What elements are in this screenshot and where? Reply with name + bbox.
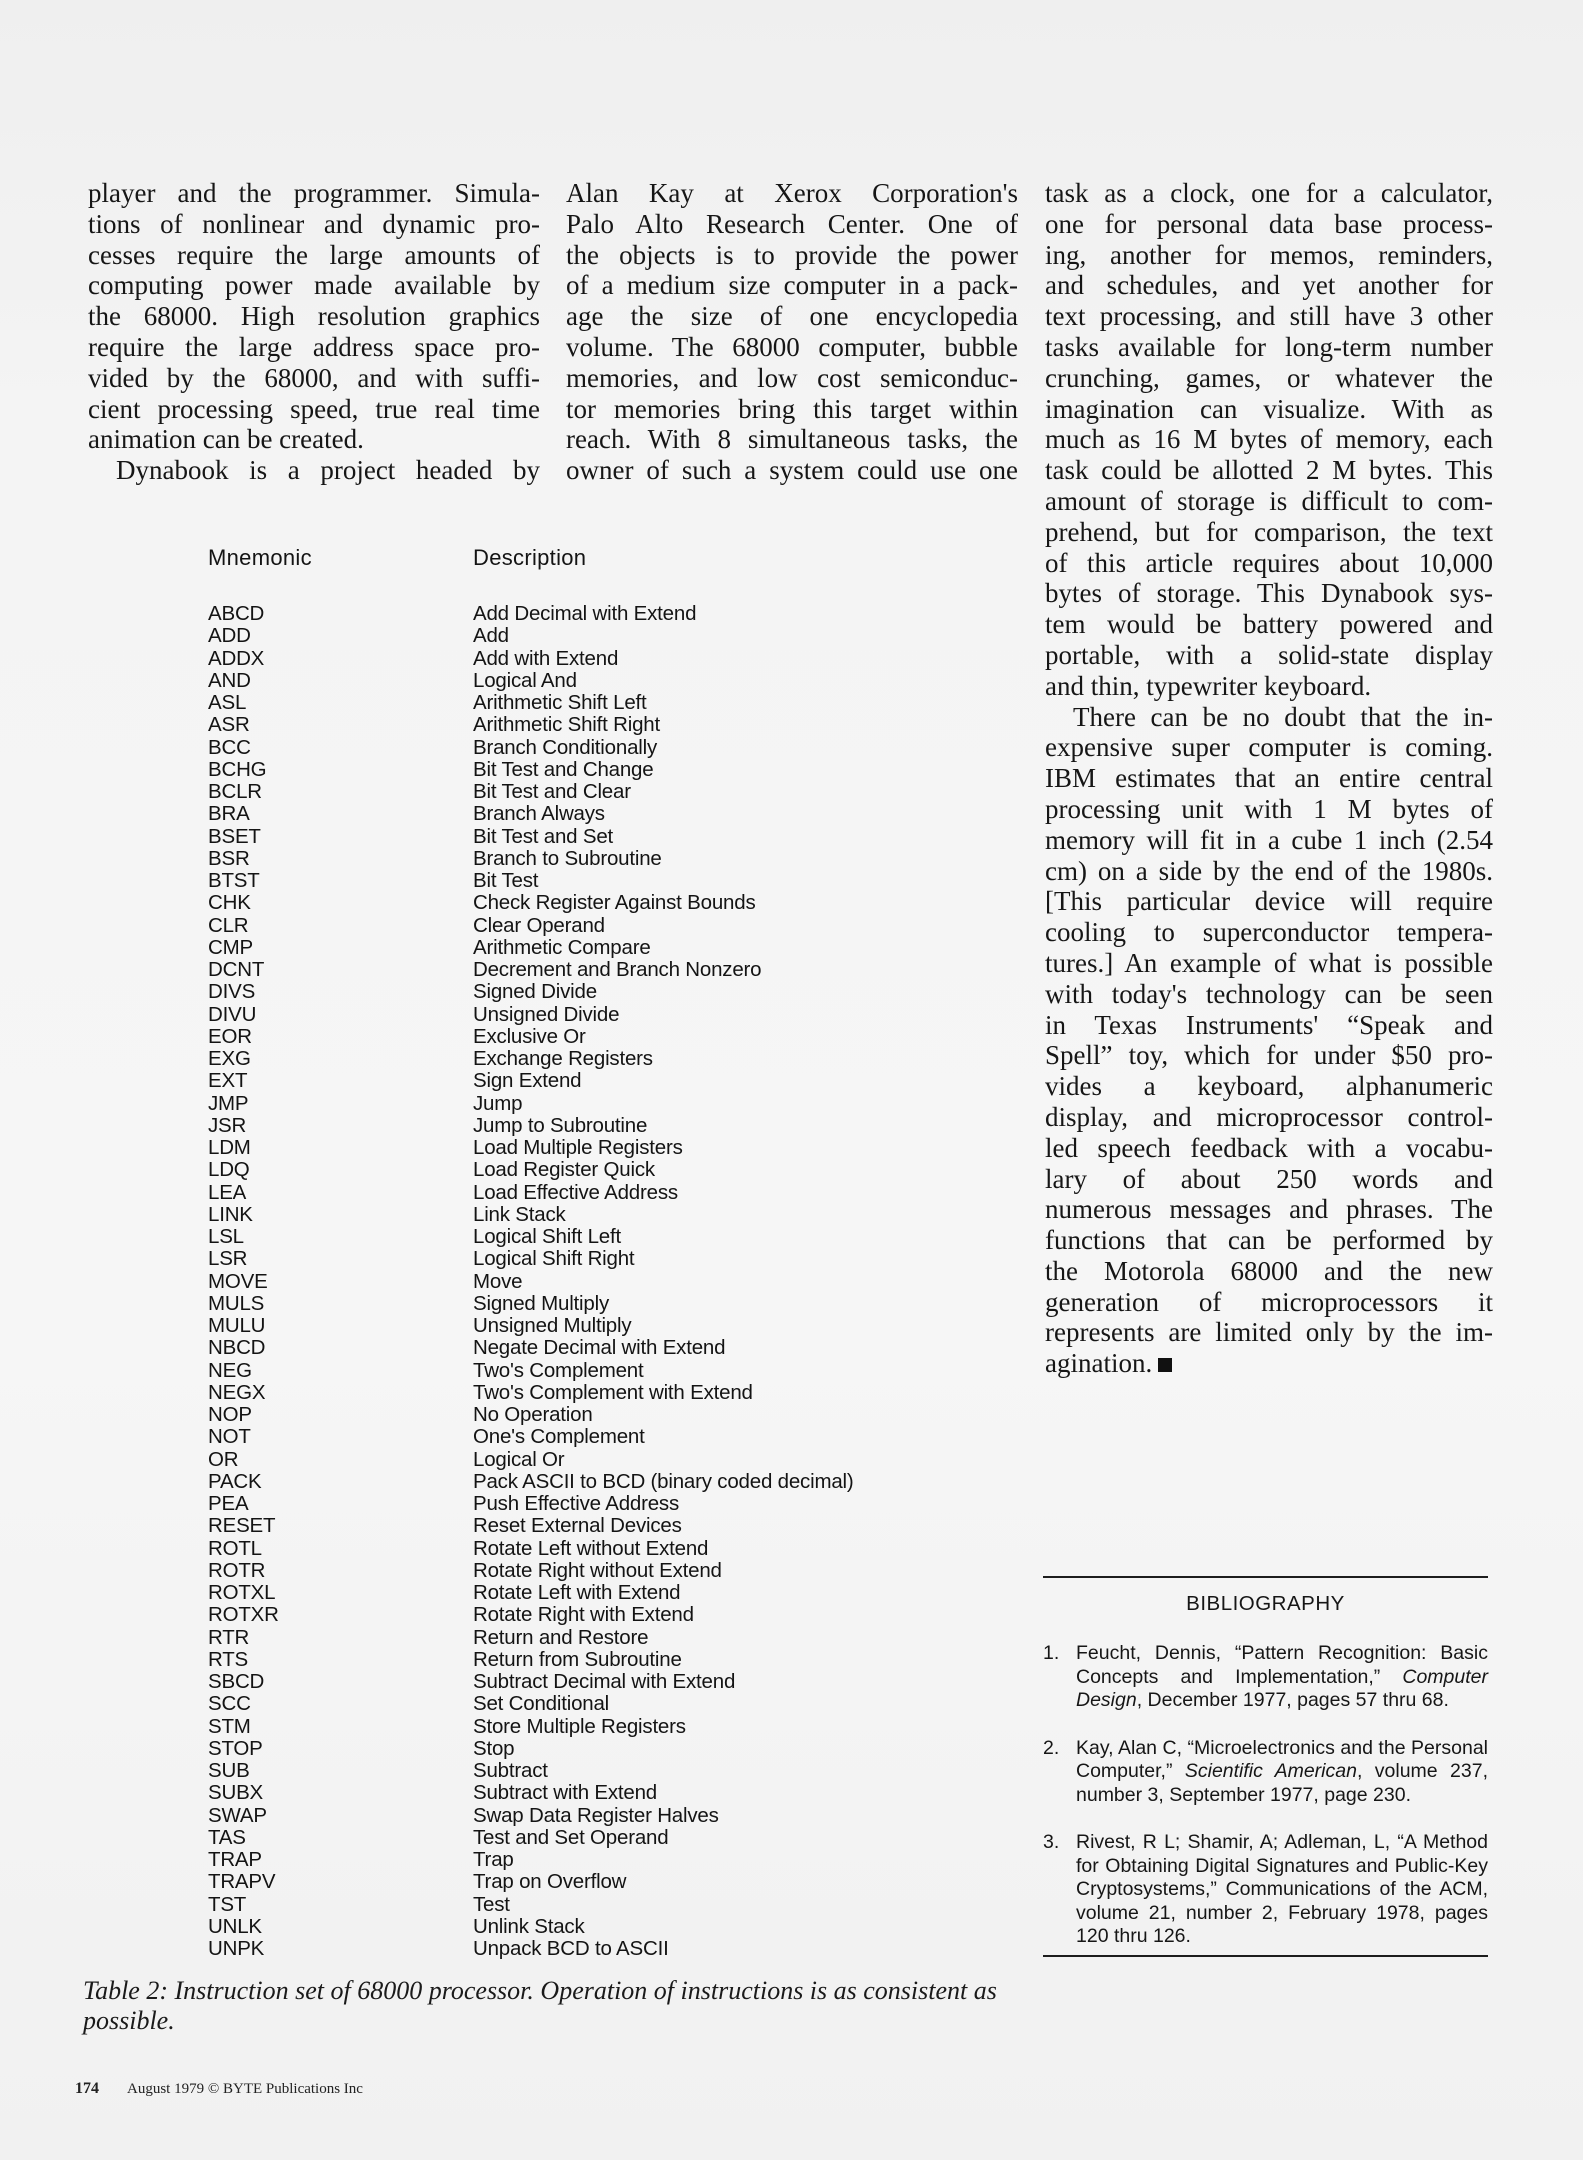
mnemonic-cell: NEGX xyxy=(208,1380,266,1404)
mnemonic-cell: ASL xyxy=(208,691,247,714)
mnemonic-cell: NBCD xyxy=(208,1336,266,1360)
table-row xyxy=(208,1493,928,1515)
mnemonic-cell: ROTR xyxy=(208,1558,266,1582)
table-row xyxy=(208,1048,928,1070)
table-row xyxy=(208,1315,928,1337)
mnemonic-cell: SUBX xyxy=(208,1781,264,1805)
mnemonic-cell: PACK xyxy=(208,1469,262,1493)
description-cell: Rotate Right without Extend xyxy=(473,1558,722,1582)
mnemonic-cell: ADD xyxy=(208,624,251,648)
description-cell: Logical Or xyxy=(473,1447,565,1471)
table-row xyxy=(208,937,928,959)
table-row xyxy=(208,1360,928,1382)
text-line: tor memories bring this target within xyxy=(566,393,1018,424)
mnemonic-cell: ABCD xyxy=(208,602,265,625)
table-row xyxy=(208,1827,928,1849)
description-cell: Two's Complement with Extend xyxy=(473,1380,753,1404)
text-line: the Motorola 68000 and the new xyxy=(1045,1255,1493,1286)
description-cell: Negate Decimal with Extend xyxy=(473,1336,726,1360)
text-line: owner of such a system could use one xyxy=(566,455,1018,486)
text-line: display, and microprocessor control- xyxy=(1045,1101,1493,1132)
description-cell: Bit Test and Change xyxy=(473,757,654,781)
description-cell: Bit Test and Clear xyxy=(473,780,631,803)
mnemonic-cell: UNPK xyxy=(208,1937,265,1960)
mnemonic-cell: TAS xyxy=(208,1825,246,1849)
text-line: task could be allotted 2 M bytes. This xyxy=(1045,455,1493,486)
end-of-article-square-icon xyxy=(1158,1358,1172,1372)
description-cell: Load Register Quick xyxy=(473,1158,655,1182)
mnemonic-cell: NEG xyxy=(208,1358,252,1382)
description-cell: Arithmetic Compare xyxy=(473,935,651,959)
text-line: generation of microprocessors it xyxy=(1045,1286,1493,1317)
table-row xyxy=(208,981,928,1003)
bibliography-title: BIBLIOGRAPHY xyxy=(1186,1592,1345,1615)
text-line: volume. The 68000 computer, bubble xyxy=(566,331,1018,362)
text-line: portable, with a solid-state display xyxy=(1045,639,1493,670)
mnemonic-cell: JSR xyxy=(208,1113,247,1137)
text-line: reach. With 8 simultaneous tasks, the xyxy=(566,424,1018,455)
text-line: tasks available for long-term number xyxy=(1045,331,1493,362)
mnemonic-cell: STM xyxy=(208,1714,251,1738)
description-cell: Load Effective Address xyxy=(473,1180,678,1204)
text-line: IBM estimates that an entire central xyxy=(1045,763,1493,794)
text-line: in Texas Instruments' “Speak and xyxy=(1045,1009,1493,1040)
description-cell: Subtract with Extend xyxy=(473,1781,658,1805)
text-line: functions that can be performed by xyxy=(1045,1225,1493,1256)
text-line: age the size of one encyclopedia xyxy=(566,301,1018,332)
entry-citation: Feucht, Dennis, “Pattern Recognition: Basic Concepts and Implementation,” xyxy=(1076,1642,1488,1688)
table-row xyxy=(208,959,928,981)
entry-publication: Scientific American xyxy=(1184,1760,1357,1782)
entry-number: 1. xyxy=(1043,1642,1060,1664)
text-line: computing power made available by xyxy=(88,270,540,301)
text-line: tions of nonlinear and dynamic pro- xyxy=(88,208,540,239)
divider xyxy=(1043,1955,1488,1957)
mnemonic-cell: ROTXR xyxy=(208,1603,279,1627)
mnemonic-cell: DIVU xyxy=(208,1002,257,1026)
mnemonic-cell: LEA xyxy=(208,1180,247,1204)
mnemonic-cell: CMP xyxy=(208,935,253,959)
table-row xyxy=(208,1159,928,1181)
mnemonic-cell: PEA xyxy=(208,1492,249,1515)
table-row xyxy=(208,870,928,892)
description-cell: One's Complement xyxy=(473,1425,645,1449)
bibliography-box xyxy=(1043,1576,1488,1957)
description-cell: Exclusive Or xyxy=(473,1024,586,1048)
entry-citation: Kay, Alan C, “Microelectronics and the Personal Computer,” xyxy=(1076,1736,1488,1782)
text-line: ing, another for memos, reminders, xyxy=(1045,239,1493,270)
paragraph-start-line: There can be no doubt that the in- xyxy=(1073,701,1493,732)
description-cell: Push Effective Address xyxy=(473,1492,680,1515)
table-row xyxy=(208,1627,928,1649)
table-row xyxy=(208,1115,928,1137)
description-cell: Sign Extend xyxy=(473,1069,582,1093)
text-line: and thin, typewriter keyboard. xyxy=(1045,670,1372,701)
table-caption: Table 2: Instruction set of 68000 processor. Operation of instructions is as consistent as possible. xyxy=(83,1976,997,2035)
text-line: require the large address space pro- xyxy=(88,331,540,362)
description-cell: Subtract Decimal with Extend xyxy=(473,1670,736,1693)
table-row xyxy=(208,1738,928,1760)
text-line: text processing, and still have 3 other xyxy=(1045,301,1493,332)
table-row xyxy=(208,1582,928,1604)
text-line: led speech feedback with a vocabu- xyxy=(1045,1132,1493,1163)
mnemonic-cell: BTST xyxy=(208,869,260,892)
description-cell: Logical Shift Right xyxy=(473,1247,635,1271)
text-line: the 68000. High resolution graphics xyxy=(88,301,540,332)
table-row xyxy=(208,1760,928,1782)
mnemonic-cell: TRAPV xyxy=(208,1870,276,1894)
table-row xyxy=(208,1671,928,1693)
description-cell: Decrement and Branch Nonzero xyxy=(473,958,762,981)
description-cell: Stop xyxy=(473,1736,515,1760)
description-cell: Unpack BCD to ASCII xyxy=(473,1937,669,1960)
description-cell: Add Decimal with Extend xyxy=(473,602,697,625)
mnemonic-cell: EOR xyxy=(208,1024,252,1048)
mnemonic-cell: RTR xyxy=(208,1625,250,1649)
paragraph-start-line: Dynabook is a project headed by xyxy=(116,455,540,486)
description-cell: Subtract xyxy=(473,1759,548,1782)
mnemonic-cell: DCNT xyxy=(208,958,265,981)
table-row xyxy=(208,892,928,914)
text-line: of this article requires about 10,000 xyxy=(1045,547,1493,578)
description-cell: Rotate Left with Extend xyxy=(473,1581,681,1604)
table-row xyxy=(208,1449,928,1471)
mnemonic-cell: RTS xyxy=(208,1647,249,1671)
entry-text xyxy=(1076,1831,1488,1949)
table-row xyxy=(208,1560,928,1582)
description-cell: Link Stack xyxy=(473,1202,566,1226)
table-row xyxy=(208,826,928,848)
table-row xyxy=(208,1404,928,1426)
entry-details: , volume 237, number 3, September 1977, page 230. xyxy=(1076,1760,1488,1806)
column-header-mnemonic: Mnemonic xyxy=(208,545,312,570)
table-row xyxy=(208,1649,928,1671)
table-row xyxy=(208,1293,928,1315)
text-line: imagination can visualize. With as xyxy=(1045,393,1493,424)
description-cell: Check Register Against Bounds xyxy=(473,891,756,915)
mnemonic-cell: LSL xyxy=(208,1225,244,1248)
text-line: amount of storage is difficult to com- xyxy=(1045,485,1493,516)
description-cell: Unsigned Divide xyxy=(473,1002,620,1026)
description-cell: Branch to Subroutine xyxy=(473,846,662,870)
table-row xyxy=(208,1515,928,1537)
page-number: 174 xyxy=(75,2080,99,2097)
table-row xyxy=(208,1471,928,1493)
mnemonic-cell: DIVS xyxy=(208,980,256,1004)
entry-text xyxy=(1076,1642,1488,1713)
text-line: vides a keyboard, alphanumeric xyxy=(1045,1071,1493,1102)
table-row xyxy=(208,1070,928,1092)
table-row xyxy=(208,1004,928,1026)
description-cell: Load Multiple Registers xyxy=(473,1136,683,1159)
bibliography-entry xyxy=(1043,1737,1488,1808)
table-row xyxy=(208,803,928,825)
table-row xyxy=(208,670,928,692)
text-line: memories, and low cost semiconduc- xyxy=(566,362,1018,393)
text-line: memory will fit in a cube 1 inch (2.54 xyxy=(1045,824,1493,855)
mnemonic-cell: SCC xyxy=(208,1692,251,1716)
mnemonic-cell: BCC xyxy=(208,735,251,759)
mnemonic-cell: OR xyxy=(208,1447,239,1471)
mnemonic-cell: JMP xyxy=(208,1091,249,1115)
mnemonic-cell: TRAP xyxy=(208,1848,262,1871)
text-line: numerous messages and phrases. The xyxy=(1045,1194,1493,1225)
bibliography-entry xyxy=(1043,1831,1488,1949)
table-row xyxy=(208,848,928,870)
text-line: represents are limited only by the im- xyxy=(1045,1317,1493,1348)
text-line: cooling to superconductor tempera- xyxy=(1045,917,1493,948)
text-line: lary of about 250 words and xyxy=(1045,1163,1493,1194)
description-cell: Arithmetic Shift Right xyxy=(473,713,660,737)
description-cell: Unlink Stack xyxy=(473,1914,585,1938)
mnemonic-cell: ROTL xyxy=(208,1536,262,1560)
text-line: player and the programmer. Simula- xyxy=(88,178,540,208)
mnemonic-cell: SWAP xyxy=(208,1803,267,1827)
table-row xyxy=(208,1693,928,1715)
description-cell: Logical Shift Left xyxy=(473,1225,621,1248)
table-row xyxy=(208,1382,928,1404)
table-row xyxy=(208,648,928,670)
description-cell: Clear Operand xyxy=(473,913,605,937)
text-line: bytes of storage. This Dynabook sys- xyxy=(1045,578,1493,609)
description-cell: Set Conditional xyxy=(473,1692,610,1716)
description-cell: Two's Complement xyxy=(473,1358,644,1382)
mnemonic-cell: MULU xyxy=(208,1314,266,1337)
mnemonic-cell: TST xyxy=(208,1892,247,1916)
description-cell: Branch Always xyxy=(473,802,605,826)
text-line: and schedules, and yet another for xyxy=(1045,270,1493,301)
article-column-3 xyxy=(1045,178,1493,1379)
table-row xyxy=(208,1849,928,1871)
text-line: with today's technology can be seen xyxy=(1045,978,1493,1009)
table-row xyxy=(208,1226,928,1248)
table-row xyxy=(208,1894,928,1916)
description-cell: Rotate Left without Extend xyxy=(473,1536,709,1560)
text-line: Alan Kay at Xerox Corporation's xyxy=(566,178,1018,208)
mnemonic-cell: ADDX xyxy=(208,646,265,670)
text-fragment: agination. xyxy=(1045,1348,1153,1379)
table-row xyxy=(208,1782,928,1804)
text-line: expensive super computer is coming. xyxy=(1045,732,1493,763)
table-row xyxy=(208,1604,928,1626)
description-cell: Unsigned Multiply xyxy=(473,1314,632,1337)
description-cell: Swap Data Register Halves xyxy=(473,1803,719,1827)
description-cell: Test and Set Operand xyxy=(473,1825,669,1849)
description-cell: Exchange Registers xyxy=(473,1047,653,1070)
text-line-final xyxy=(1045,1348,1493,1379)
table-row xyxy=(208,1337,928,1359)
description-cell: Bit Test and Set xyxy=(473,824,614,848)
mnemonic-cell: SBCD xyxy=(208,1670,265,1693)
description-cell: No Operation xyxy=(473,1403,593,1426)
text-line: Palo Alto Research Center. One of xyxy=(566,208,1018,239)
text-line: crunching, games, or whatever the xyxy=(1045,362,1493,393)
table-row xyxy=(208,1938,928,1960)
entry-number: 3. xyxy=(1043,1831,1060,1853)
entry-number: 2. xyxy=(1043,1736,1060,1759)
description-cell: Rotate Right with Extend xyxy=(473,1603,694,1627)
mnemonic-cell: NOP xyxy=(208,1403,252,1426)
mnemonic-cell: EXT xyxy=(208,1069,248,1093)
mnemonic-cell: BSR xyxy=(208,846,250,870)
entry-publication: Computer Design xyxy=(1076,1665,1488,1711)
mnemonic-cell: ROTXL xyxy=(208,1581,276,1604)
mnemonic-cell: CLR xyxy=(208,913,249,937)
mnemonic-cell: BSET xyxy=(208,824,261,848)
text-line: prehend, but for comparison, the text xyxy=(1045,516,1493,547)
table-row xyxy=(208,714,928,736)
table-row xyxy=(208,603,928,625)
description-cell: Signed Divide xyxy=(473,980,597,1004)
mnemonic-cell: LSR xyxy=(208,1247,248,1271)
table-row xyxy=(208,692,928,714)
table-row xyxy=(208,1248,928,1270)
table-row xyxy=(208,1871,928,1893)
text-line: the objects is to provide the power xyxy=(566,239,1018,270)
description-cell: Reset External Devices xyxy=(473,1514,682,1538)
publication-credit: August 1979 © BYTE Publications Inc xyxy=(127,2081,363,2097)
mnemonic-cell: EXG xyxy=(208,1047,251,1070)
table-header xyxy=(208,545,928,581)
table-row xyxy=(208,1026,928,1048)
table-row xyxy=(208,1805,928,1827)
text-line: one for personal data base process- xyxy=(1045,208,1493,239)
divider xyxy=(1043,1576,1488,1578)
instruction-set-table xyxy=(208,545,928,1960)
mnemonic-cell: BCHG xyxy=(208,757,267,781)
description-cell: Return and Restore xyxy=(473,1625,649,1649)
mnemonic-cell: SUB xyxy=(208,1759,250,1782)
table-row xyxy=(208,1204,928,1226)
mnemonic-cell: CHK xyxy=(208,891,251,915)
text-line: tem would be battery powered and xyxy=(1045,609,1493,640)
description-cell: Branch Conditionally xyxy=(473,735,658,759)
text-line: Spell” toy, which for under $50 pro- xyxy=(1045,1040,1493,1071)
table-row xyxy=(208,1137,928,1159)
table-row xyxy=(208,1538,928,1560)
mnemonic-cell: MULS xyxy=(208,1291,265,1315)
description-cell: Store Multiple Registers xyxy=(473,1714,686,1738)
mnemonic-cell: ASR xyxy=(208,713,250,737)
entry-details: , December 1977, pages 57 thru 68. xyxy=(1136,1689,1449,1711)
description-cell: Test xyxy=(473,1892,510,1916)
entry-citation: Rivest, R L; Shamir, A; Adleman, L, “A Method for Obtaining Digital Signatures and Public-Key Cryptosystems,” Communications of the ACM, volume 21, number 2, February 1978, pages 120 thru 126. xyxy=(1076,1831,1488,1947)
mnemonic-cell: STOP xyxy=(208,1736,263,1760)
mnemonic-cell: UNLK xyxy=(208,1914,262,1938)
text-line: animation can be created. xyxy=(88,424,364,455)
description-cell: Signed Multiply xyxy=(473,1291,610,1315)
text-line: much as 16 M bytes of memory, each xyxy=(1045,424,1493,455)
mnemonic-cell: BRA xyxy=(208,802,250,826)
page-footer xyxy=(75,2080,363,2098)
table-row xyxy=(208,737,928,759)
text-line: cm) on a side by the end of the 1980s. xyxy=(1045,855,1493,886)
mnemonic-cell: NOT xyxy=(208,1425,251,1449)
table-row xyxy=(208,1916,928,1938)
table-row xyxy=(208,1426,928,1448)
mnemonic-cell: LDQ xyxy=(208,1158,250,1182)
table-body xyxy=(208,603,928,1960)
table-row xyxy=(208,1093,928,1115)
description-cell: Move xyxy=(473,1269,523,1293)
description-cell: Trap xyxy=(473,1848,514,1871)
entry-text xyxy=(1076,1737,1488,1808)
mnemonic-cell: BCLR xyxy=(208,780,262,803)
mnemonic-cell: LINK xyxy=(208,1202,253,1226)
article-column-2 xyxy=(566,178,1018,486)
table-row xyxy=(208,1182,928,1204)
table-row xyxy=(208,625,928,647)
description-cell: Bit Test xyxy=(473,869,539,892)
description-cell: Trap on Overflow xyxy=(473,1870,627,1894)
text-line: cesses require the large amounts of xyxy=(88,239,540,270)
description-cell: Logical And xyxy=(473,668,577,692)
mnemonic-cell: RESET xyxy=(208,1514,276,1538)
table-row xyxy=(208,1716,928,1738)
column-header-description: Description xyxy=(473,545,587,570)
table-row xyxy=(208,1271,928,1293)
description-cell: Jump to Subroutine xyxy=(473,1113,648,1137)
description-cell: Add xyxy=(473,624,509,648)
description-cell: Pack ASCII to BCD (binary coded decimal) xyxy=(473,1469,854,1493)
text-line: processing unit with 1 M bytes of xyxy=(1045,793,1493,824)
description-cell: Add with Extend xyxy=(473,646,619,670)
text-line: of a medium size computer in a pack- xyxy=(566,270,1018,301)
table-row xyxy=(208,759,928,781)
description-cell: Jump xyxy=(473,1091,523,1115)
description-cell: Return from Subroutine xyxy=(473,1647,682,1671)
table-row xyxy=(208,915,928,937)
text-line: task as a clock, one for a calculator, xyxy=(1045,178,1493,208)
mnemonic-cell: MOVE xyxy=(208,1269,268,1293)
mnemonic-cell: AND xyxy=(208,668,251,692)
mnemonic-cell: LDM xyxy=(208,1136,251,1159)
text-line: cient processing speed, true real time xyxy=(88,393,540,424)
article-column-1 xyxy=(88,178,540,486)
text-line: [This particular device will require xyxy=(1045,886,1493,917)
text-line: vided by the 68000, and with suffi- xyxy=(88,362,540,393)
text-line: tures.] An example of what is possible xyxy=(1045,947,1493,978)
table-row xyxy=(208,781,928,803)
bibliography-entry xyxy=(1043,1642,1488,1713)
description-cell: Arithmetic Shift Left xyxy=(473,691,647,714)
